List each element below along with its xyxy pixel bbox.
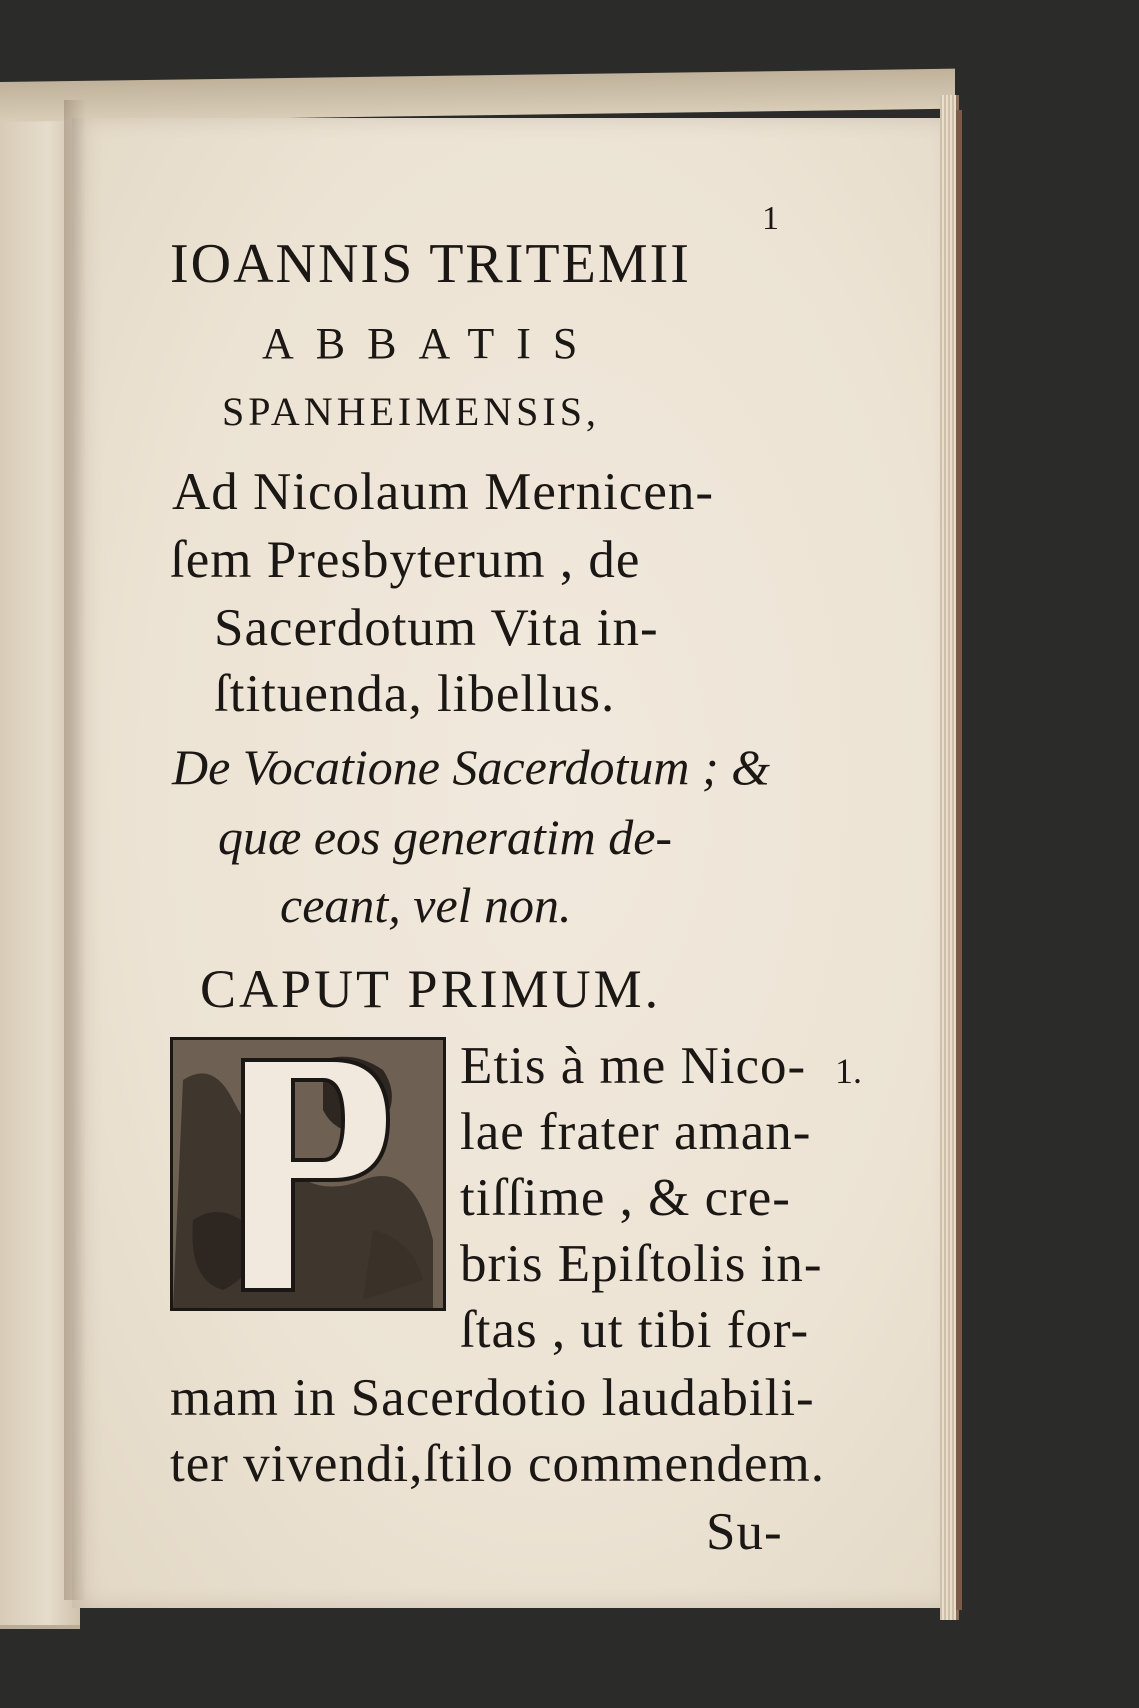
title-line-5: ſem Presbyterum , de: [170, 531, 641, 589]
title-line-author: IOANNIS TRITEMII: [170, 233, 691, 295]
drop-cap-letter: P: [308, 1240, 309, 1241]
body-line-3: tiſſime , & cre-: [460, 1169, 791, 1227]
title-line-6: Sacerdotum Vita in-: [214, 599, 659, 657]
body-line-6: mam in Sacerdotio laudabili-: [170, 1369, 815, 1427]
chapter-heading: CAPUT PRIMUM.: [200, 959, 662, 1019]
subtitle-line-2: quæ eos generatim de-: [218, 809, 673, 865]
book-fore-edge: [956, 110, 962, 1610]
drop-cap-woodcut-icon: [173, 1040, 443, 1308]
margin-note: 1.: [835, 1051, 862, 1091]
body-line-1: Etis à me Nico-: [460, 1037, 807, 1095]
body-line-5: ſtas , ut tibi for-: [460, 1301, 810, 1359]
body-line-2: lae frater aman-: [460, 1103, 812, 1161]
drop-cap: [170, 1037, 446, 1311]
page-number: 1: [762, 200, 779, 237]
title-line-7: ſtituenda, libellus.: [214, 665, 616, 723]
body-line-4: bris Epiſtolis in-: [460, 1235, 823, 1293]
book-top-edge: [0, 69, 955, 122]
title-line-spanheim: SPANHEIMENSIS,: [222, 389, 600, 434]
title-line-abbatis: ABBATIS: [262, 319, 600, 368]
title-line-4: Ad Nicolaum Mernicen-: [172, 463, 714, 521]
subtitle-line-1: De Vocatione Sacerdotum ; &: [172, 739, 770, 795]
body-line-7: ter vivendi,ſtilo commendem.: [170, 1435, 826, 1493]
subtitle-line-3: ceant, vel non.: [280, 877, 572, 933]
page-gutter: [64, 100, 86, 1600]
catchword: Su-: [706, 1503, 783, 1561]
